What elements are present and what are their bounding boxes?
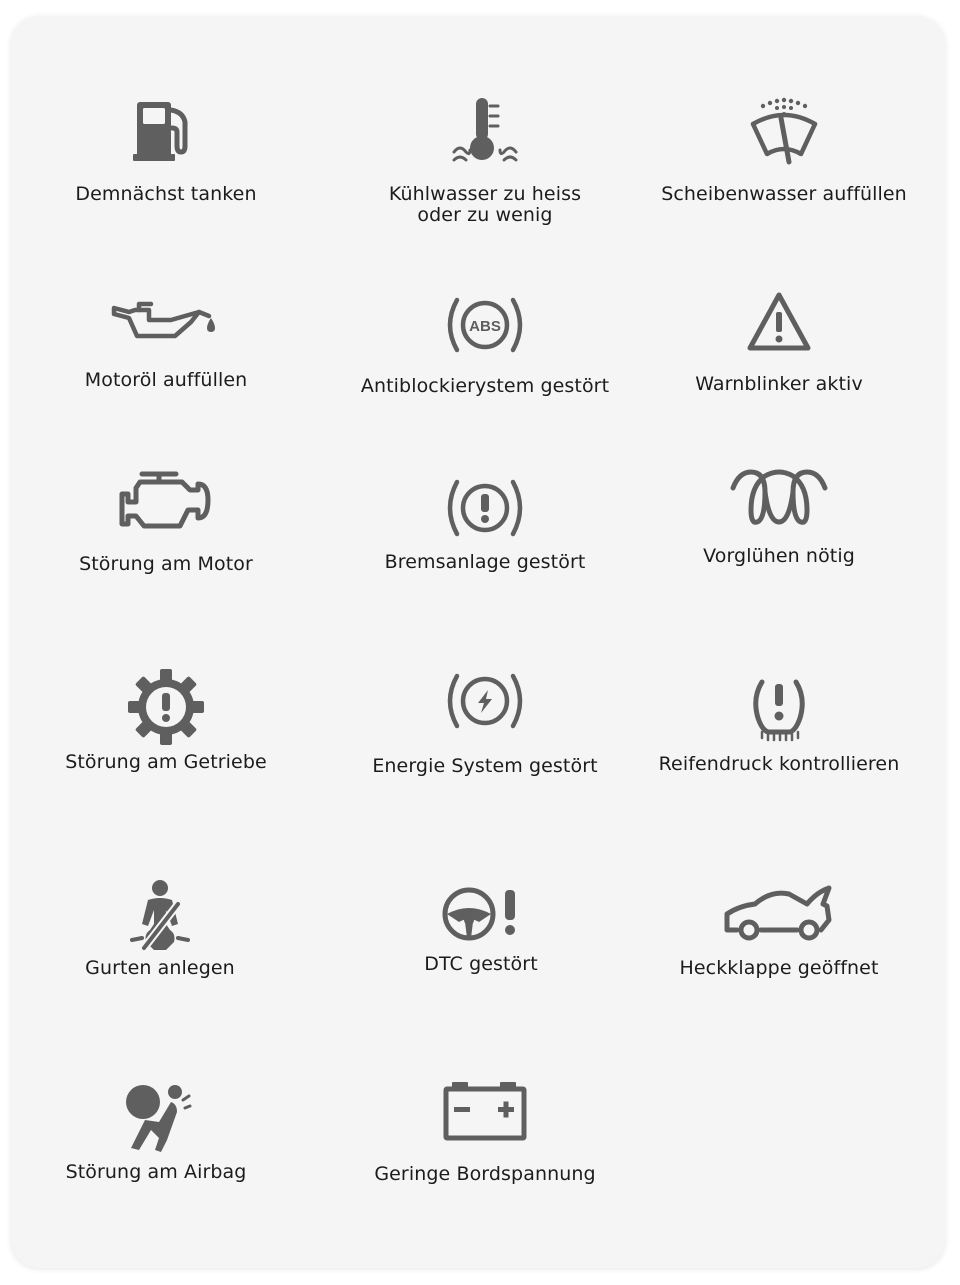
- brake-warning-icon: [445, 476, 525, 540]
- hazard-triangle-icon: [744, 290, 814, 354]
- warning-item-hazard: [629, 290, 929, 395]
- engine-icon: [118, 470, 214, 534]
- airbag-icon: [121, 1082, 191, 1154]
- warning-label: Vorglühen nötig: [703, 545, 855, 567]
- tire-pressure-icon: [748, 678, 810, 742]
- washer-fluid-icon: [749, 96, 819, 166]
- warning-item-engine: [16, 470, 316, 575]
- seatbelt-icon: [130, 878, 190, 954]
- warning-item-dtc: [331, 880, 631, 975]
- warning-item-fuel: [16, 96, 316, 205]
- warning-label: Energie System gestört: [372, 755, 598, 777]
- steering-wheel-warning-icon: [439, 880, 523, 944]
- warning-label: Antiblockierystem gestört: [360, 375, 610, 397]
- warning-label: Störung am Motor: [79, 553, 253, 575]
- fuel-pump-icon: [131, 96, 201, 166]
- warning-label: Störung am Airbag: [65, 1161, 247, 1183]
- warning-label: Motoröl auffüllen: [84, 369, 248, 391]
- warning-label: Kühlwasser zu heiss oder zu wenig: [388, 183, 582, 226]
- warning-label: DTC gestört: [424, 953, 538, 975]
- warning-item-gearbox: [16, 668, 316, 773]
- warning-label: Geringe Bordspannung: [374, 1163, 596, 1185]
- glow-plug-icon: [729, 466, 829, 526]
- warning-label: Demnächst tanken: [75, 183, 257, 205]
- oil-can-icon: [111, 296, 221, 346]
- warning-item-airbag: [6, 1082, 306, 1183]
- warning-label: Gurten anlegen: [85, 957, 235, 979]
- warning-item-tire: [629, 678, 929, 775]
- energy-system-icon: [445, 670, 525, 732]
- open-trunk-icon: [723, 884, 835, 942]
- abs-icon: [445, 294, 525, 356]
- warning-item-energy: [335, 670, 635, 777]
- warning-item-abs: [335, 294, 635, 397]
- warning-item-coolant: [335, 94, 635, 226]
- svg-text:ABS: ABS: [469, 318, 501, 335]
- warning-item-trunk: [629, 884, 929, 979]
- coolant-temperature-icon: [450, 94, 520, 164]
- warning-label: Heckklappe geöffnet: [679, 957, 879, 979]
- warning-item-glow: [629, 466, 929, 567]
- battery-icon: [442, 1080, 528, 1142]
- warning-item-oil: [16, 296, 316, 391]
- warning-item-battery: [335, 1080, 635, 1185]
- warning-label: Störung am Getriebe: [65, 751, 267, 773]
- gear-warning-icon: [127, 668, 205, 746]
- warning-label: Reifendruck kontrollieren: [658, 753, 900, 775]
- warning-item-washer: [634, 96, 934, 205]
- warning-label: Bremsanlage gestört: [384, 551, 586, 573]
- warning-label: Scheibenwasser auffüllen: [661, 183, 907, 205]
- warning-label: Warnblinker aktiv: [695, 373, 863, 395]
- warning-item-seatbelt: [10, 878, 310, 979]
- warning-item-brake: [335, 476, 635, 573]
